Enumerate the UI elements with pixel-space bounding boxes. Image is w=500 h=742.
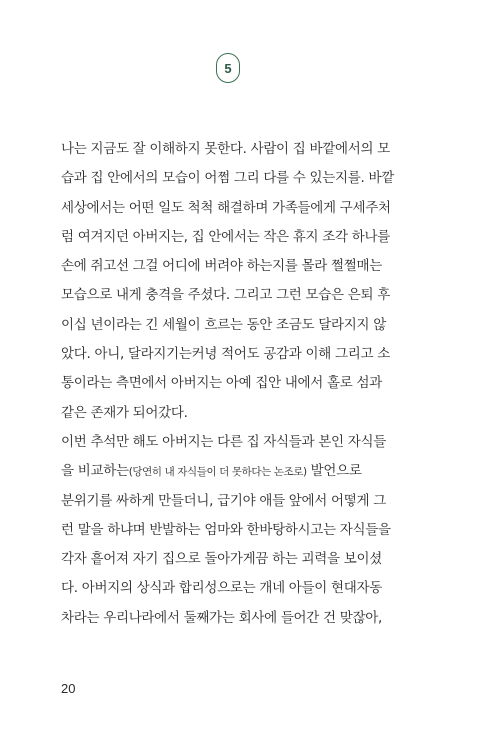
text-line: 나는 지금도 잘 이해하지 못한다. 사람이 집 바깥에서의 모 [61, 141, 390, 157]
chapter-number: 5 [224, 60, 232, 76]
text-line: 세상에서는 어떤 일도 척척 해결하며 가족들에게 구세주처 [61, 199, 391, 216]
page-number: 20 [61, 681, 76, 696]
chapter-number-badge [216, 53, 240, 83]
text-line: 럼 여겨지던 아버지는, 집 안에서는 작은 휴지 조각 하나를 [61, 228, 390, 245]
text-line: 이십 년이라는 긴 세월이 흐르는 동안 조금도 달라지지 않 [61, 316, 386, 333]
text-line: 습과 집 안에서의 모습이 어쩜 그리 다를 수 있는지를. 바깥 [61, 170, 394, 187]
text-line: 손에 쥐고선 그걸 어디에 버려야 하는지를 몰라 쩔쩔매는 [61, 258, 382, 275]
text-line: 모습으로 내게 충격을 주셨다. 그리고 그런 모습은 은퇴 후 [61, 287, 390, 304]
text-line: 분위기를 싸하게 만들더니, 급기야 애들 앞에서 어떻게 그 [61, 492, 386, 509]
text-segment: 발언으로 [306, 463, 362, 480]
parenthetical-note: (당연히 내 자식들이 더 못하다는 논조로) [128, 466, 307, 479]
text-line: 각자 흩어져 자기 집으로 돌아가게끔 하는 괴력을 보이셨 [61, 551, 382, 568]
text-segment: 을 비교하는 [61, 463, 129, 480]
paragraph-2 [61, 428, 461, 633]
text-line: 았다. 아니, 달라지기는커녕 적어도 공감과 이해 그리고 소 [61, 346, 390, 363]
paragraph-1 [61, 135, 461, 428]
text-line-with-note [61, 457, 461, 486]
text-line: 통이라는 측면에서 아버지는 아예 집안 내에서 홀로 섬과 [61, 375, 382, 392]
text-line: 같은 존재가 되어갔다. [61, 404, 188, 421]
text-line: 이번 추석만 해도 아버지는 다른 집 자식들과 본인 자식들 [61, 434, 386, 450]
text-line: 런 말을 하냐며 반발하는 엄마와 한바탕하시고는 자식들을 [61, 521, 391, 538]
text-line: 차라는 우리나라에서 둘째가는 회사에 들어간 건 맞잖아, [61, 609, 382, 626]
text-line: 다. 아버지의 상식과 합리성으로는 개네 아들이 현대자동 [61, 580, 382, 597]
